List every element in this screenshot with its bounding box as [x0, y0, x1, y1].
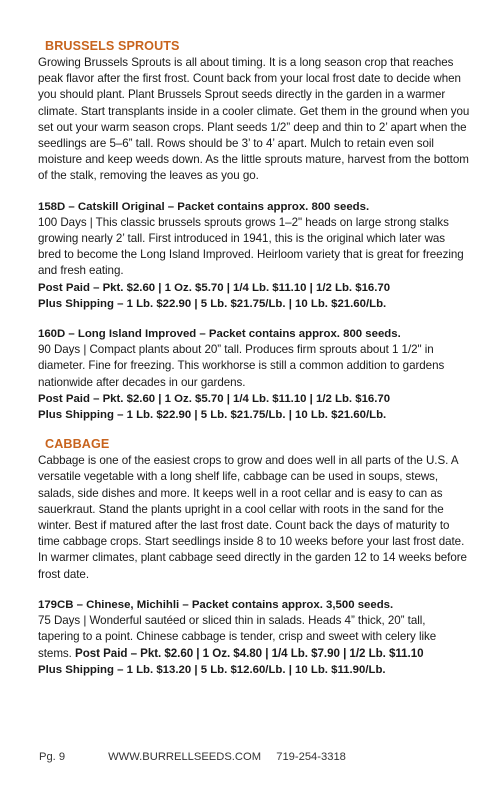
plus-shipping-prices: Plus Shipping – 1 Lb. $22.90 | 5 Lb. $21.75/Lb. | 10 Lb. $21.60/Lb. [38, 297, 387, 310]
product-title: 179CB – Chinese, Michihli – Packet contains approx. 3,500 seeds. [38, 598, 394, 611]
page-footer [39, 751, 346, 763]
post-paid-prices: Post Paid – Pkt. $2.60 | 1 Oz. $4.80 | 1/4 Lb. $7.90 | 1/2 Lb. $11.10 [75, 646, 424, 660]
section-intro-cabbage: Cabbage is one of the easiest crops to grow and does well in all parts of the U.S. A versatile vegetable with a long shelf life, cabbage can be used in soups, stews, salads, side dishes and more. It keeps well in a root cellar and is easy to can as sauerkraut. Stand the plants upright in a cool cellar with roots in the sand for the winter. Best if matured after the last frost date. Count back the days of maturity to time cabbage crops. Start seedlings inside 8 to 10 weeks before your last frost date. In warmer climates, plant cabbage seed directly in the garden 12 to 14 weeks before frost date. [38, 454, 467, 581]
section-heading-cabbage: CABBAGE [45, 437, 110, 452]
product-description-with-prices [38, 613, 470, 662]
catalog-page [38, 38, 470, 678]
product-title: 160D – Long Island Improved – Packet contains approx. 800 seeds. [38, 328, 401, 341]
section-heading-brussels-sprouts: BRUSSELS SPROUTS [45, 39, 180, 53]
section-intro-brussels-sprouts: Growing Brussels Sprouts is all about timing. It is a long season crop that reaches peak flavor after the first frost. Count back from your local frost date to decide when you should plant. Plant Brussels Sprout seeds directly in the garden in a warmer climate. Start transplants inside in a cooler climate. Get them in the ground when you set out your warm season crops. Plant seeds 1/2” deep and thin to 2’ apart when the seedlings are 5–6” tall. Rows should be 3’ to 4’ apart. Mulch to retain even soil moisture and keep weeds down. As the little sprouts mature, harvest from the bottom of the stalk, removing the leaves as you go. [38, 56, 470, 183]
plus-shipping-prices: Plus Shipping – 1 Lb. $13.20 | 5 Lb. $12.60/Lb. | 10 Lb. $11.90/Lb. [38, 663, 386, 676]
website-url: WWW.BURRELLSEEDS.COM [108, 751, 262, 763]
phone-number: 719-254-3318 [276, 751, 346, 763]
product-item-179cb [38, 597, 470, 678]
product-description: 100 Days | This classic brussels sprouts grows 1–2" heads on large strong stalks growing nearly 2’ tall. First introduced in 1941, this is the original which later was bred to become the Long Island Improved. Heirloom variety that is great for freezing and fresh eating. [38, 215, 464, 278]
product-description: 75 Days | Wonderful sautéed or sliced thin in salads. Heads 4” thick, 20” tall, tapering to a point. Chinese cabbage is tender, crisp and sweet with celery like stems. [38, 614, 437, 660]
post-paid-prices: Post Paid – Pkt. $2.60 | 1 Oz. $5.70 | 1/4 Lb. $11.10 | 1/2 Lb. $16.70 [38, 281, 391, 294]
product-title: 158D – Catskill Original – Packet contains approx. 800 seeds. [38, 200, 370, 213]
product-description: 90 Days | Compact plants about 20” tall. Produces firm sprouts about 1 1/2" in diameter. Fine for freezing. This workhorse is still a common addition to gardens nationwide after decades in our gardens. [38, 343, 445, 389]
product-item-160d [38, 326, 470, 423]
page-number: Pg. 9 [39, 751, 66, 763]
product-item-158d [38, 199, 470, 312]
plus-shipping-prices: Plus Shipping – 1 Lb. $22.90 | 5 Lb. $21.75/Lb. | 10 Lb. $21.60/Lb. [38, 409, 387, 422]
post-paid-prices: Post Paid – Pkt. $2.60 | 1 Oz. $5.70 | 1/4 Lb. $11.10 | 1/2 Lb. $16.70 [38, 392, 391, 405]
